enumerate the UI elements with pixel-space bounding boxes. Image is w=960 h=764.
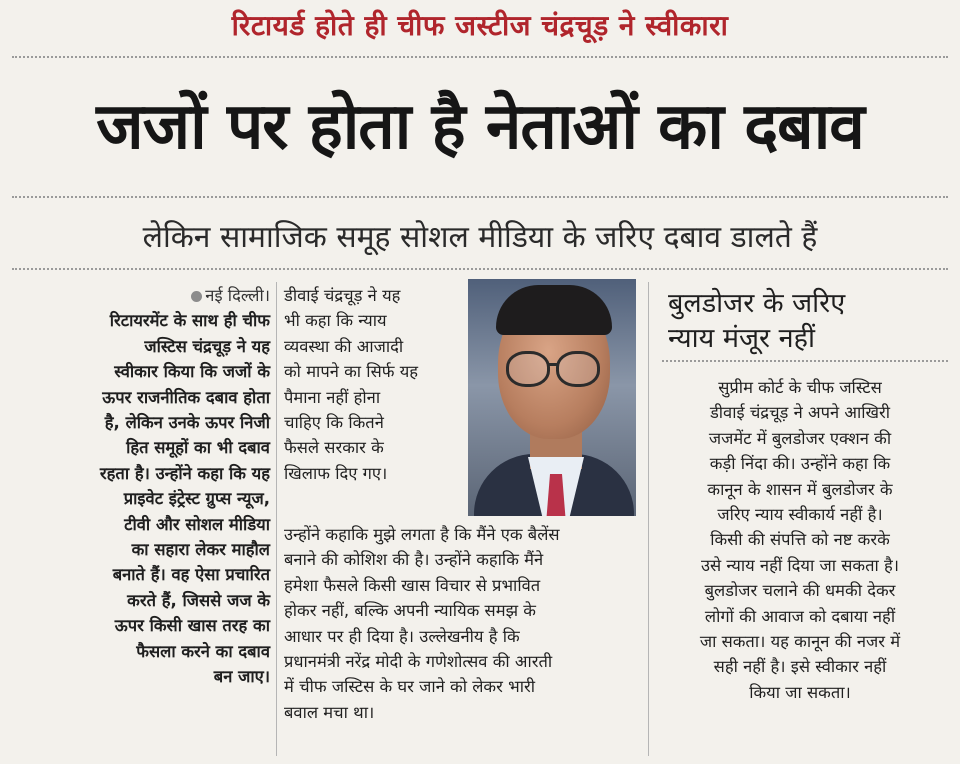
sidebar-heading — [668, 286, 948, 356]
article-column-2-lower — [284, 522, 642, 725]
sidebar-heading-line: बुलडोजर के जरिए — [668, 288, 846, 319]
bullet-icon — [191, 291, 202, 302]
main-headline: जजों पर होता है नेताओं का दबाव — [96, 90, 864, 164]
col2b-line: उन्होंने कहाकि मुझे लगता है कि मैंने एक बैलेंस — [284, 525, 560, 544]
col1-line: प्राइवेट इंट्रेस्ट ग्रुप्स न्यूज, — [123, 489, 270, 509]
col1-line: फैसला करने का दबाव — [136, 641, 270, 661]
article-column-2-upper — [284, 283, 459, 486]
sidebar-line: जजमेंट में बुलडोजर एक्शन की — [708, 428, 892, 448]
col1-line: का सहारा लेकर माहौल — [131, 540, 270, 560]
col1-line: टीवी और सोशल मीडिया — [124, 514, 270, 534]
chief-justice-photo — [468, 279, 636, 516]
col1-line: ऊपर राजनीतिक दबाव होता — [102, 387, 270, 407]
sidebar-line: किया जा सकता। — [749, 682, 851, 702]
col2-line: को मापने का सिर्फ यह — [284, 362, 419, 382]
glasses-bridge — [548, 363, 558, 366]
sidebar-line: जरिए न्याय स्वीकार्य नहीं है। — [717, 505, 883, 525]
glasses-icon — [506, 351, 550, 387]
sidebar-line: कड़ी निंदा की। उन्होंने कहा कि — [709, 454, 891, 474]
sidebar-divider — [662, 360, 948, 362]
col1-line: जस्टिस चंद्रचूड़ ने यह — [144, 336, 270, 356]
col1-line: बनाते हैं। वह ऐसा प्रचारित — [112, 565, 270, 585]
col2b-line: बवाल मचा था। — [284, 702, 375, 722]
glasses-icon — [556, 351, 600, 387]
sidebar-heading-line: न्याय मंजूर नहीं — [668, 323, 815, 354]
sidebar-line: लोगों की आवाज को दबाया नहीं — [704, 606, 896, 626]
col2-line: व्यवस्था की आजादी — [284, 336, 404, 356]
kicker-headline: रिटायर्ड होते ही चीफ जस्टीज चंद्रचूड़ ने स्वीकारा — [231, 9, 729, 42]
photo-hair — [496, 285, 612, 335]
col1-line: बन जाए। — [213, 667, 270, 687]
article-column-1 — [16, 283, 270, 690]
col1-line: हित समूहों का भी दबाव — [126, 438, 270, 458]
col2b-line: हमेशा फैसले किसी खास विचार से प्रभावित — [284, 575, 541, 595]
col2b-line: होकर नहीं, बल्कि अपनी न्यायिक समझ के — [284, 601, 536, 621]
sidebar-line: डीवाई चंद्रचूड़ ने अपने आखिरी — [709, 403, 891, 423]
col2b-line: में चीफ जस्टिस के घर जाने को लेकर भारी — [284, 677, 535, 697]
col1-line: करते हैं, जिससे जज के — [127, 590, 270, 610]
col2b-line: आधार पर ही दिया है। उल्लेखनीय है कि — [284, 626, 520, 646]
col2-line: पैमाना नहीं होना — [284, 387, 381, 407]
sidebar-line: जा सकता। यह कानून की नजर में — [699, 632, 901, 652]
sidebar-line: उसे न्याय नहीं दिया जा सकता है। — [700, 555, 900, 575]
col2-line: खिलाफ दिए गए। — [284, 463, 388, 483]
deck-divider — [12, 268, 948, 270]
dateline: नई दिल्ली। — [205, 286, 270, 305]
sidebar-line: किसी की संपत्ति को नष्ट करके — [710, 530, 890, 550]
sidebar-line: कानून के शासन में बुलडोजर के — [707, 479, 893, 499]
column-divider — [648, 282, 649, 756]
col1-line: ऊपर किसी खास तरह का — [114, 616, 270, 636]
column-divider — [276, 282, 277, 756]
sidebar-line: सही नहीं है। इसे स्वीकार नहीं — [713, 657, 887, 677]
sidebar-body — [652, 375, 948, 705]
headline-divider — [12, 196, 948, 198]
col2-line: फैसले सरकार के — [284, 438, 384, 458]
dateline-row — [16, 283, 270, 308]
col2b-line: बनाने की कोशिश की है। उन्होंने कहाकि मैंने — [284, 550, 544, 570]
sidebar-line: बुलडोजर चलाने की धमकी देकर — [704, 581, 896, 601]
col2b-line: प्रधानमंत्री नरेंद्र मोदी के गणेशोत्सव की आरती — [284, 652, 553, 672]
col2-line: चाहिए कि कितने — [284, 413, 384, 433]
col2-line: डीवाई चंद्रचूड़ ने यह — [284, 286, 401, 305]
kicker-divider — [12, 56, 948, 58]
col1-line: रिटायरमेंट के साथ ही चीफ — [109, 311, 270, 331]
col1-line: रहता है। उन्होंने कहा कि यह — [99, 463, 270, 483]
deck-subheadline: लेकिन सामाजिक समूह सोशल मीडिया के जरिए दबाव डालते हैं — [142, 220, 818, 255]
col1-line: है, लेकिन उनके ऊपर निजी — [104, 413, 270, 433]
col2-line: भी कहा कि न्याय — [284, 311, 387, 331]
col1-line: स्वीकार किया कि जजों के — [114, 362, 270, 382]
sidebar-line: सुप्रीम कोर्ट के चीफ जस्टिस — [718, 378, 882, 397]
